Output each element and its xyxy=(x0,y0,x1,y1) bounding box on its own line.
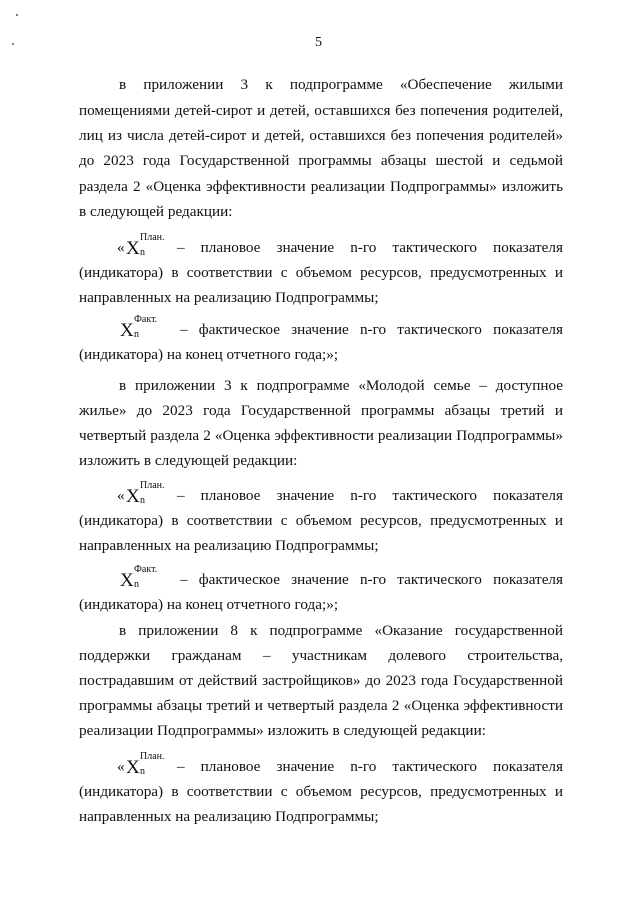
text-line: (индикатора) на конец отчетного года;»; xyxy=(79,596,339,613)
formula-line xyxy=(120,564,563,591)
formula-text: – плановое значение n-го тактического показателя xyxy=(177,239,563,256)
text-line: в приложении 3 к подпрограмме «Обеспечение жилыми xyxy=(119,76,563,93)
text-line: изложить в следующей редакции: xyxy=(79,452,298,469)
formula-line xyxy=(117,480,563,507)
formula-text: – фактическое значение n-го тактического показателя xyxy=(180,571,563,588)
text-line: лиц из числа детей-сирот и детей, оставшихся без попечения родителей» xyxy=(79,127,563,144)
text-line: в приложении 8 к подпрограмме «Оказание государственной xyxy=(119,622,563,639)
text-line: жилье» до 2023 года Государственной программы абзацы третий и xyxy=(79,402,563,419)
text-line: программы абзацы третий и четвертый раздела 2 «Оценка эффективности xyxy=(79,697,563,714)
formula-line xyxy=(117,232,563,259)
x-plan-symbol: « X План. n xyxy=(117,751,165,778)
text-line: направленных на реализацию Подпрограммы; xyxy=(79,808,379,825)
text-line: четвертый раздела 2 «Оценка эффективности реализации Подпрограммы» xyxy=(79,427,563,444)
x-plan-symbol: « X План. n xyxy=(117,232,165,259)
text-line: направленных на реализацию Подпрограммы; xyxy=(79,289,379,306)
text-line: направленных на реализацию Подпрограммы; xyxy=(79,537,379,554)
formula-text: – плановое значение n-го тактического показателя xyxy=(177,758,563,775)
text-line: поддержки гражданам – участникам долевого строительства, xyxy=(79,647,563,664)
text-line: в приложении 3 к подпрограмме «Молодой семье – доступное xyxy=(119,377,563,394)
text-line: раздела 2 «Оценка эффективности реализации Подпрограммы» изложить xyxy=(79,178,563,195)
formula-line xyxy=(117,751,563,778)
x-plan-symbol: « X План. n xyxy=(117,480,165,507)
formula-line xyxy=(120,314,563,341)
text-line: реализации Подпрограммы» изложить в следующей редакции: xyxy=(79,722,486,739)
text-line: (индикатора) на конец отчетного года;»; xyxy=(79,346,339,363)
text-line: (индикатора) в соответствии с объемом ресурсов, предусмотренных и xyxy=(79,512,563,529)
x-fact-symbol: X Факт. n xyxy=(120,564,158,591)
text-line: в следующей редакции: xyxy=(79,203,233,220)
formula-text: – фактическое значение n-го тактического показателя xyxy=(180,321,563,338)
x-fact-symbol: X Факт. n xyxy=(120,314,158,341)
text-line: (индикатора) в соответствии с объемом ресурсов, предусмотренных и xyxy=(79,783,563,800)
page-number: 5 xyxy=(315,35,322,50)
text-line: (индикатора) в соответствии с объемом ресурсов, предусмотренных и xyxy=(79,264,563,281)
text-line: пострадавшим от действий застройщиков» до 2023 года Государственной xyxy=(79,672,563,689)
text-line: помещениями детей-сирот и детей, оставшихся без попечения родителей, xyxy=(79,102,563,119)
scan-speck xyxy=(16,14,18,16)
formula-text: – плановое значение n-го тактического показателя xyxy=(177,487,563,504)
text-line: до 2023 года Государственной программы абзацы шестой и седьмой xyxy=(79,152,563,169)
